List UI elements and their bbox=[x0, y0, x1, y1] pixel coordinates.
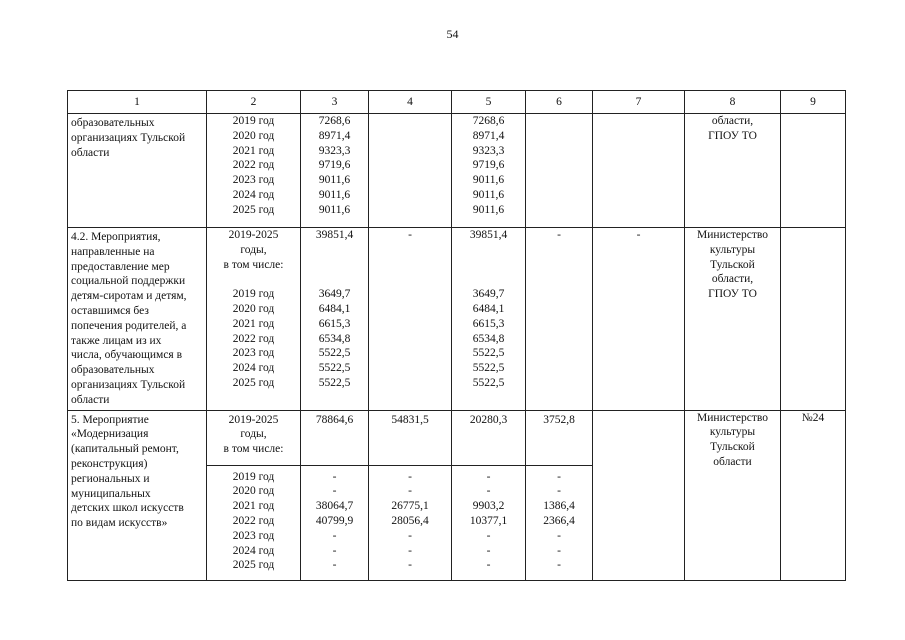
year-label: 2024 год bbox=[232, 188, 275, 201]
value: 6534,8 bbox=[472, 332, 505, 345]
year-label: 2023 год bbox=[232, 174, 275, 187]
total-value: - bbox=[557, 229, 561, 241]
period-cell bbox=[207, 228, 301, 411]
value: 6615,3 bbox=[318, 317, 351, 330]
executor-line: ГПОУ ТО bbox=[708, 129, 757, 142]
value: 6534,8 bbox=[318, 332, 351, 345]
value: 8971,4 bbox=[318, 129, 351, 142]
year-label: 2022 год bbox=[232, 332, 275, 345]
value: - bbox=[332, 470, 337, 483]
municipal-cell bbox=[526, 114, 593, 228]
total-value: 3752,8 bbox=[543, 413, 575, 426]
value: 3649,7 bbox=[318, 288, 351, 301]
federal-cell bbox=[369, 114, 452, 228]
year-label: 2024 год bbox=[232, 362, 275, 375]
page-number: 54 bbox=[446, 27, 459, 41]
desc-line: образовательных bbox=[71, 117, 155, 129]
year-label: 2019 год bbox=[232, 288, 275, 301]
value: - bbox=[332, 544, 337, 557]
desc-line: 4.2. Мероприятия, bbox=[71, 231, 161, 243]
executor-line: культуры bbox=[709, 426, 756, 439]
note-cell bbox=[781, 410, 846, 580]
executor-line: Министерство bbox=[697, 411, 768, 424]
table-row bbox=[68, 114, 846, 228]
value: 7268,6 bbox=[472, 115, 505, 127]
period-label: годы, bbox=[240, 428, 267, 441]
activity-description bbox=[68, 228, 207, 411]
value: - bbox=[486, 470, 491, 483]
value: - bbox=[486, 559, 491, 572]
desc-line: детям-сиротам и детям, bbox=[71, 290, 187, 303]
total-cell bbox=[301, 114, 369, 228]
value: - bbox=[486, 544, 491, 557]
period-total bbox=[207, 411, 300, 465]
value: 5522,5 bbox=[472, 347, 505, 360]
value: - bbox=[486, 529, 491, 542]
value: 2366,4 bbox=[543, 514, 575, 527]
value: 3649,7 bbox=[472, 288, 505, 301]
regional-cell bbox=[452, 410, 526, 580]
desc-line: по видам искусств» bbox=[71, 517, 168, 530]
total-value: 78864,6 bbox=[315, 413, 354, 426]
header-col-5: 5 bbox=[452, 91, 526, 114]
value: 40799,9 bbox=[315, 514, 354, 527]
value: 7268,6 bbox=[318, 115, 351, 127]
total-value: 20280,3 bbox=[469, 413, 508, 426]
desc-line: детских школ искусств bbox=[71, 502, 184, 515]
year-label: 2020 год bbox=[232, 129, 275, 142]
year-label: 2021 год bbox=[232, 500, 275, 513]
header-col-2: 2 bbox=[207, 91, 301, 114]
year-label: 2022 год bbox=[232, 514, 275, 527]
value: - bbox=[557, 470, 561, 483]
municipal-cell bbox=[526, 410, 593, 580]
value: 6484,1 bbox=[318, 302, 351, 315]
value: 38064,7 bbox=[315, 500, 354, 513]
table-row bbox=[68, 410, 846, 580]
year-label: 2020 год bbox=[232, 485, 275, 498]
year-label: 2023 год bbox=[232, 529, 275, 542]
year-label: 2022 год bbox=[232, 159, 275, 172]
value: - bbox=[408, 559, 412, 572]
value: - bbox=[408, 485, 412, 498]
total-value: 39851,4 bbox=[469, 229, 508, 241]
value: 9719,6 bbox=[318, 159, 351, 172]
other-cell bbox=[593, 228, 685, 411]
total-value: - bbox=[636, 229, 641, 241]
value: - bbox=[332, 529, 337, 542]
value: 9903,2 bbox=[472, 500, 505, 513]
value: 6484,1 bbox=[472, 302, 505, 315]
executor-line: области, bbox=[711, 273, 754, 286]
period-label: 2019-2025 bbox=[228, 229, 279, 241]
value: 5522,5 bbox=[318, 376, 351, 389]
table-row bbox=[68, 228, 846, 411]
year-label: 2024 год bbox=[232, 544, 275, 557]
period-label: годы, bbox=[240, 243, 267, 256]
activity-description bbox=[68, 114, 207, 228]
value: 28056,4 bbox=[391, 514, 429, 527]
value: 8971,4 bbox=[472, 129, 505, 142]
period-label: в том числе: bbox=[223, 443, 284, 456]
desc-line: попечения родителей, а bbox=[71, 319, 187, 332]
note-cell bbox=[781, 228, 846, 411]
value: 9011,6 bbox=[472, 188, 505, 201]
value: - bbox=[408, 529, 412, 542]
note-cell bbox=[781, 114, 846, 228]
other-cell bbox=[593, 114, 685, 228]
value: 5522,5 bbox=[318, 347, 351, 360]
executor-line: Тульской bbox=[710, 441, 755, 454]
period-years bbox=[207, 465, 300, 574]
year-label: 2025 год bbox=[232, 559, 275, 572]
value: - bbox=[557, 544, 561, 557]
period-cell bbox=[207, 114, 301, 228]
desc-line: предоставление мер bbox=[71, 260, 170, 273]
value: 9323,3 bbox=[472, 144, 505, 157]
header-col-6: 6 bbox=[526, 91, 593, 114]
desc-line: реконструкция) bbox=[71, 457, 148, 470]
value: 9011,6 bbox=[318, 174, 351, 187]
value: 10377,1 bbox=[469, 514, 508, 527]
header-col-7: 7 bbox=[593, 91, 685, 114]
year-label: 2025 год bbox=[232, 376, 275, 389]
desc-line: также лицам из их bbox=[71, 334, 162, 347]
value: - bbox=[486, 485, 491, 498]
period-label: в том числе: bbox=[223, 258, 284, 271]
year-label: 2025 год bbox=[232, 203, 275, 216]
regional-cell bbox=[452, 228, 526, 411]
value: - bbox=[557, 485, 561, 498]
desc-line: образовательных bbox=[71, 364, 155, 377]
municipal-cell bbox=[526, 228, 593, 411]
desc-line: 5. Мероприятие bbox=[71, 413, 149, 426]
desc-line: числа, обучающимся в bbox=[71, 349, 183, 362]
year-label: 2020 год bbox=[232, 302, 275, 315]
header-col-3: 3 bbox=[301, 91, 369, 114]
executor-line: Министерство bbox=[697, 229, 768, 241]
value: 9719,6 bbox=[472, 159, 505, 172]
executor-cell bbox=[685, 114, 781, 228]
value: - bbox=[332, 485, 337, 498]
value: - bbox=[557, 559, 561, 572]
value: 1386,4 bbox=[543, 500, 575, 513]
year-label: 2023 год bbox=[232, 347, 275, 360]
value: 9011,6 bbox=[318, 188, 351, 201]
executor-line: культуры bbox=[709, 243, 756, 256]
spacer bbox=[207, 272, 300, 287]
total-cell bbox=[301, 228, 369, 411]
federal-cell bbox=[369, 410, 452, 580]
budget-table bbox=[67, 90, 846, 581]
desc-line: организациях Тульской bbox=[71, 131, 186, 144]
value: - bbox=[332, 559, 337, 572]
total-cell bbox=[301, 410, 369, 580]
total-value: - bbox=[408, 229, 412, 241]
period-label: 2019-2025 bbox=[228, 413, 279, 426]
regional-cell bbox=[452, 114, 526, 228]
period-cell bbox=[207, 410, 301, 580]
executor-cell bbox=[685, 410, 781, 580]
header-col-1: 1 bbox=[68, 91, 207, 114]
year-label: 2019 год bbox=[232, 470, 275, 483]
year-label: 2021 год bbox=[232, 144, 275, 157]
value: - bbox=[557, 529, 561, 542]
value: - bbox=[408, 470, 412, 483]
desc-line: направленные на bbox=[71, 245, 155, 258]
header-col-9: 9 bbox=[781, 91, 846, 114]
value: 26775,1 bbox=[391, 500, 429, 513]
header-col-4: 4 bbox=[369, 91, 452, 114]
desc-line: оставшимся без bbox=[71, 304, 149, 317]
value: 5522,5 bbox=[318, 362, 351, 375]
total-value: 54831,5 bbox=[391, 413, 429, 426]
total-value: 39851,4 bbox=[315, 229, 354, 241]
value: 6615,3 bbox=[472, 317, 505, 330]
value: 5522,5 bbox=[472, 376, 505, 389]
year-label: 2021 год bbox=[232, 317, 275, 330]
executor-line: области, bbox=[711, 115, 754, 127]
federal-cell bbox=[369, 228, 452, 411]
executor-line: области bbox=[713, 455, 752, 468]
desc-line: области bbox=[71, 393, 110, 406]
note-value: №24 bbox=[801, 411, 825, 424]
desc-line: муниципальных bbox=[71, 487, 151, 500]
desc-line: области bbox=[71, 146, 110, 159]
value: 9011,6 bbox=[472, 174, 505, 187]
desc-line: организациях Тульской bbox=[71, 378, 186, 391]
executor-line: Тульской bbox=[710, 258, 755, 271]
desc-line: «Модернизация bbox=[71, 428, 149, 441]
year-label: 2019 год bbox=[232, 115, 275, 127]
desc-line: (капитальный ремонт, bbox=[71, 443, 179, 456]
desc-line: региональных и bbox=[71, 472, 150, 485]
header-col-8: 8 bbox=[685, 91, 781, 114]
value: 9011,6 bbox=[472, 203, 505, 216]
value: 5522,5 bbox=[472, 362, 505, 375]
header-row bbox=[68, 91, 846, 114]
value: - bbox=[408, 544, 412, 557]
other-cell bbox=[593, 410, 685, 580]
executor-line: ГПОУ ТО bbox=[708, 288, 757, 301]
executor-cell bbox=[685, 228, 781, 411]
activity-description bbox=[68, 410, 207, 580]
value: 9011,6 bbox=[318, 203, 351, 216]
desc-line: социальной поддержки bbox=[71, 275, 186, 288]
value: 9323,3 bbox=[318, 144, 351, 157]
